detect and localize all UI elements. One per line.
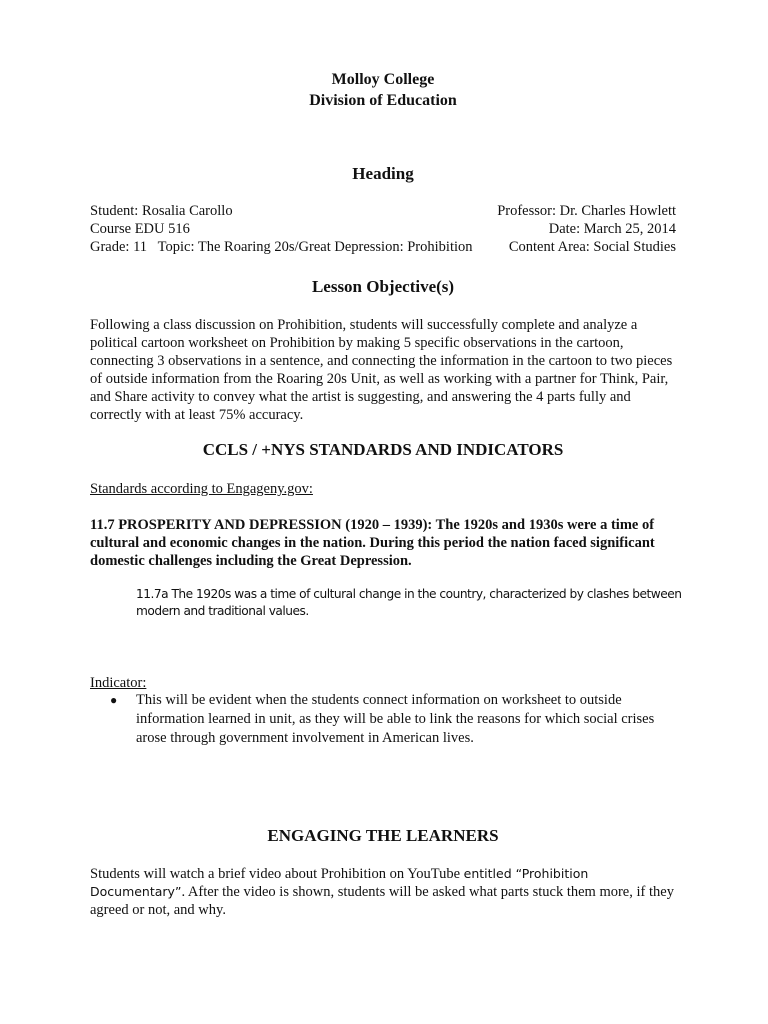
student-name: Student: Rosalia Carollo [90,203,233,219]
professor-name: Professor: Dr. Charles Howlett [497,203,676,219]
indicator-list-item [110,691,680,748]
engaging-text-part3: . After the video is shown, students will be asked what parts stuck them more, if they agreed or not, and why. [90,884,674,918]
engaging-text-part1: Students will watch a brief video about Prohibition on YouTube [90,866,464,882]
division-name: Division of Education [309,92,457,109]
indicator-label: Indicator: [90,675,147,691]
engaging-text [90,865,676,919]
institution-name: Molloy College [331,71,435,88]
engaging-text-part2: entitled “Prohibition Documentary” [90,866,589,899]
objectives-title: Lesson Objective(s) [311,277,455,296]
heading-title: Heading [352,164,414,183]
bullet-dot-icon: ● [110,693,118,707]
course-date-row [90,220,676,238]
objectives-text: Following a class discussion on Prohibition, students will successfully complete and analyze a political cartoon worksheet on Prohibition by making 5 specific observations in the cartoon, connecting 3 observations in a sentence, and connecting the information in the cartoon to two pieces of outside information from the Roaring 20s Unit, as well as working with a partner for Think, Pair, and Share activity to convey what the artist is suggesting, and answering the 4 parts fully and correctly with at least 75% accuracy. [90,317,673,423]
grade-topic: Grade: 11 Topic: The Roaring 20s/Great Depression: Prohibition [90,239,473,255]
course-code: Course EDU 516 [90,221,190,237]
indicator-text: This will be evident when the students connect information on worksheet to outside information learned in unit, as they will be able to link the reasons for which social crises arose through government involvement in American lives. [136,692,655,746]
sub-standard: 11.7a The 1920s was a time of cultural change in the country, characterized by clashes between modern and traditional values. [136,587,682,618]
standards-title: CCLS / +NYS STANDARDS AND INDICATORS [202,440,564,459]
engaging-title: ENGAGING THE LEARNERS [267,826,499,845]
standards-source-label: Standards according to Engageny.gov: [90,481,313,497]
student-professor-row [90,202,676,220]
grade-topic-row [90,238,676,256]
content-area: Content Area: Social Studies [508,239,676,255]
lesson-date: Date: March 25, 2014 [548,221,676,237]
main-standard: 11.7 PROSPERITY AND DEPRESSION (1920 – 1939): The 1920s and 1930s were a time of cultural and economic changes in the nation. During this period the nation faced significant domestic challenges including the Great Depression. [90,517,655,569]
